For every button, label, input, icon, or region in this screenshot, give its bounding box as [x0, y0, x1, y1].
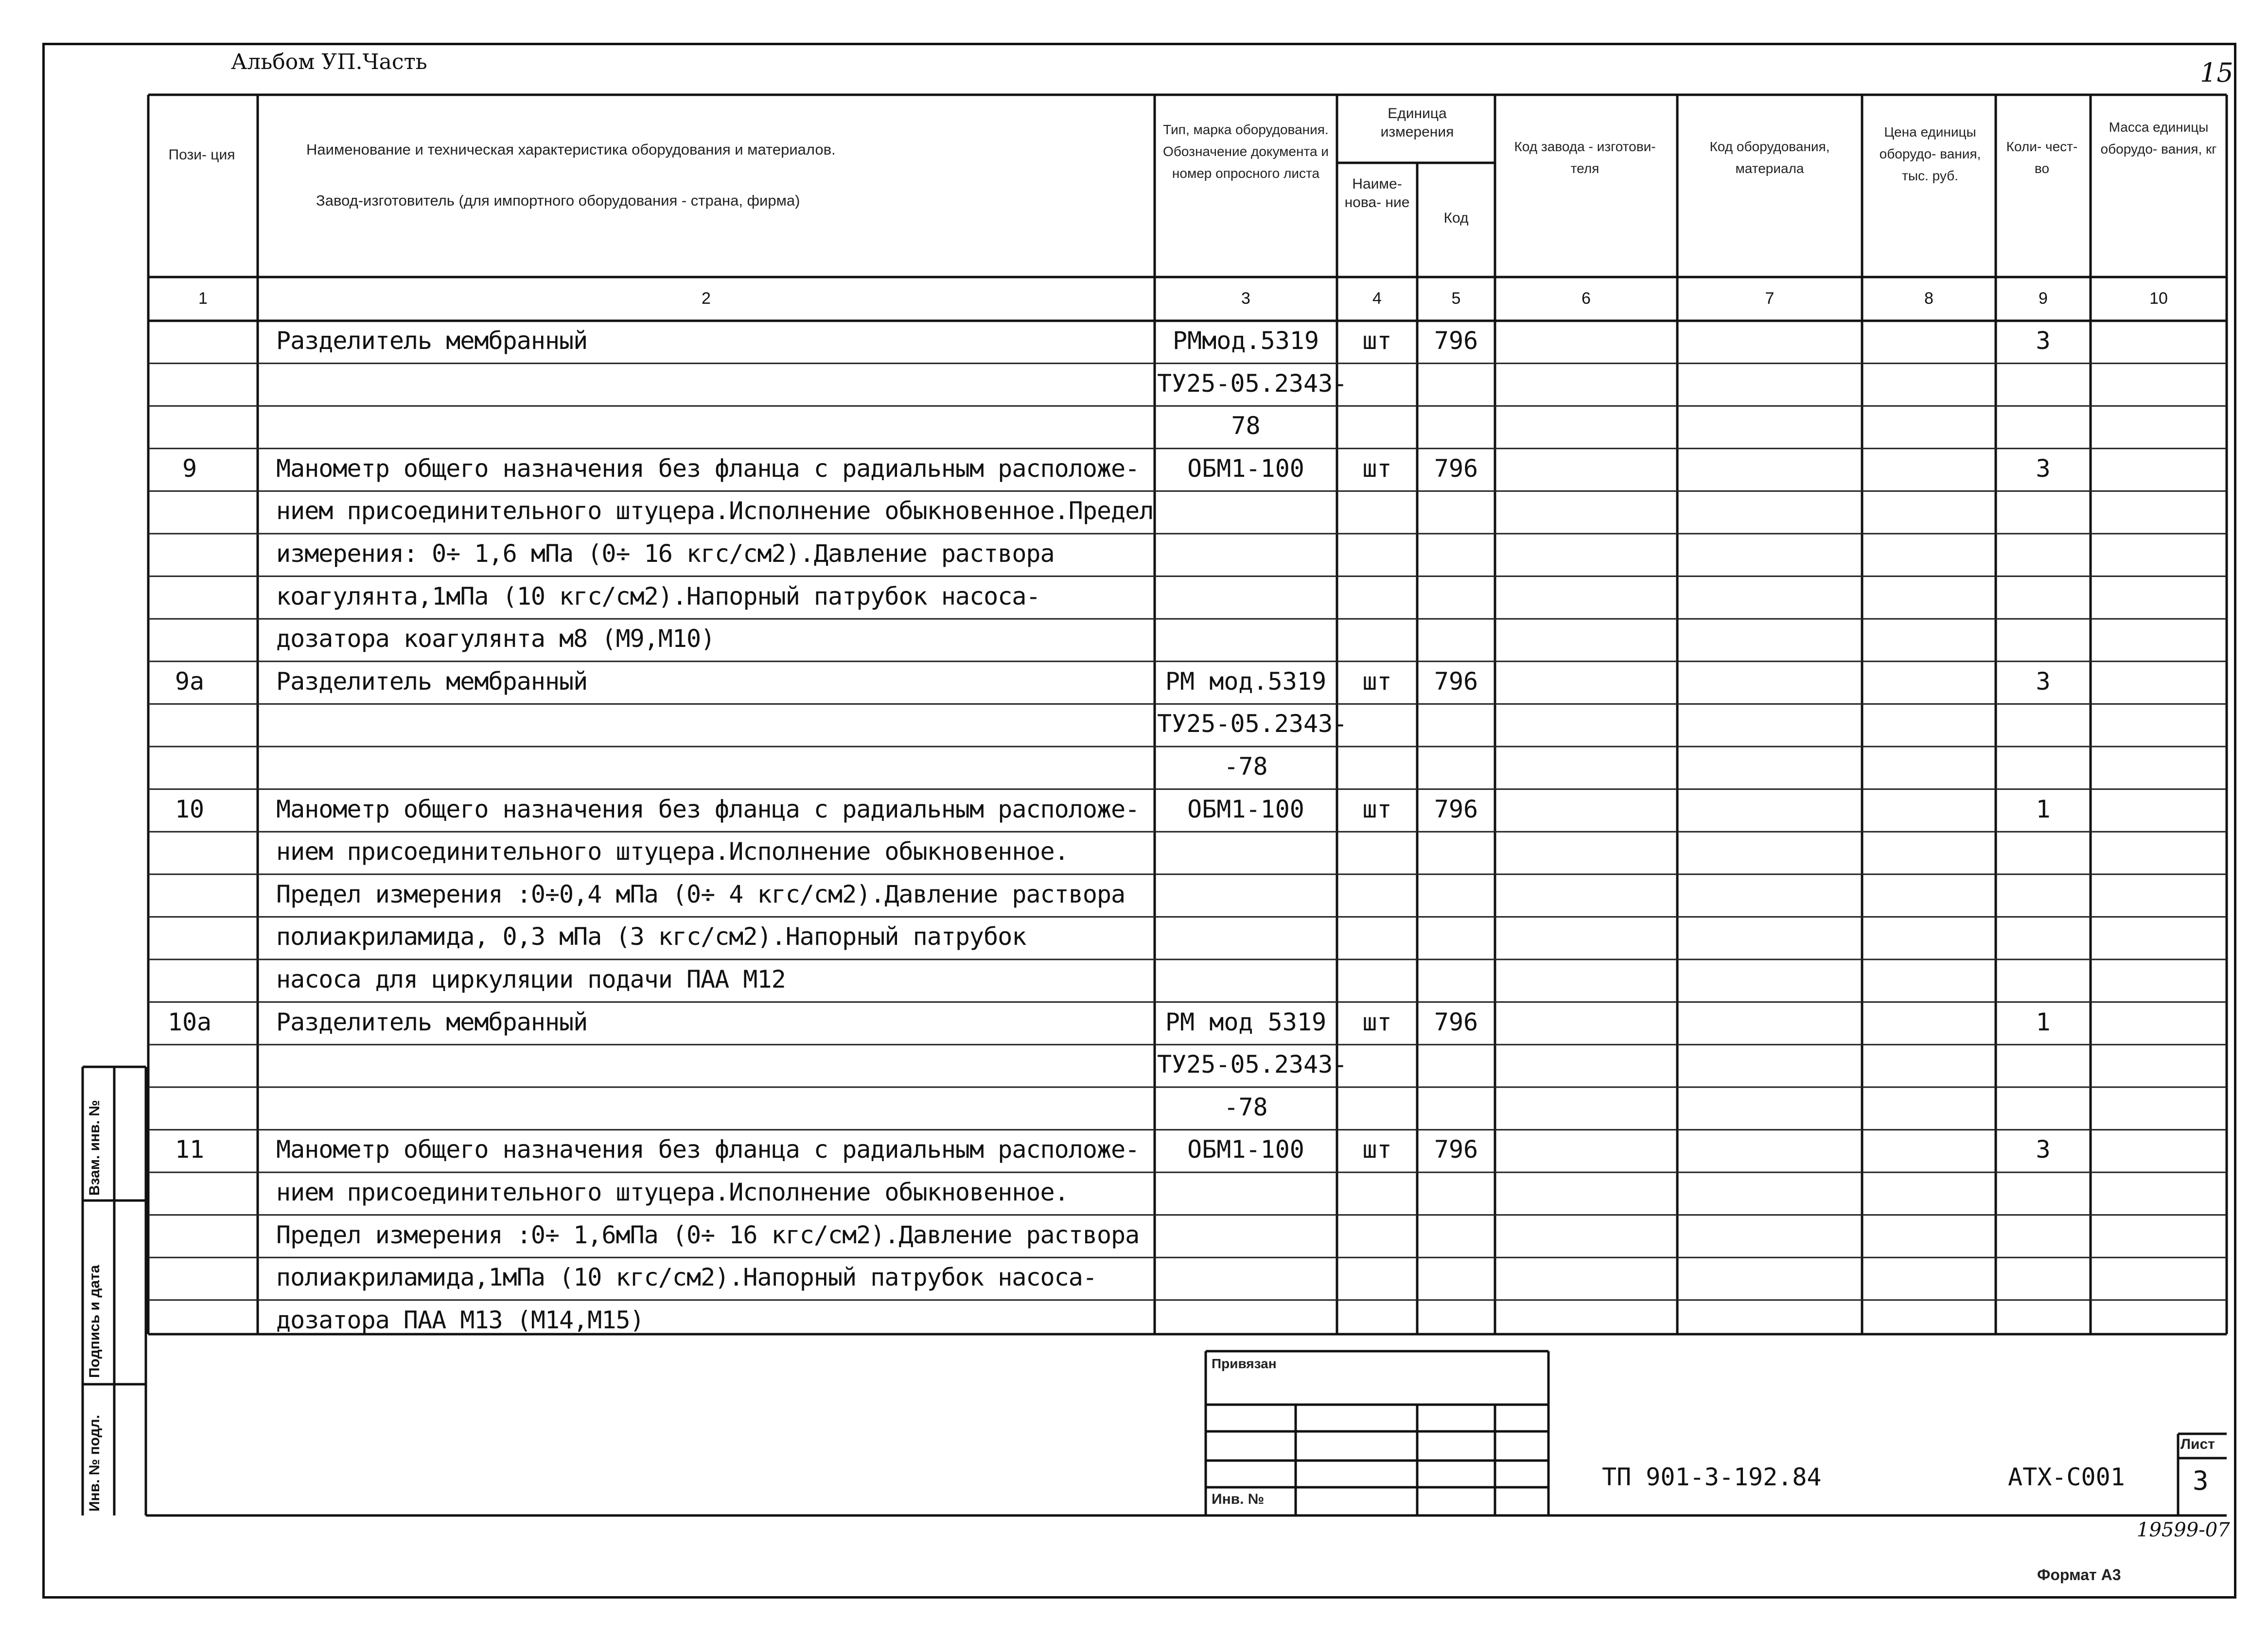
- row-quantity: 1: [2036, 1008, 2051, 1036]
- row-description: насоса для циркуляции подачи ПАА М12: [276, 965, 786, 993]
- row-unit: шт: [1362, 327, 1392, 355]
- row-type-mark: ОБМ1-100: [1187, 454, 1304, 483]
- col-num-7: 7: [1765, 289, 1775, 308]
- col-num-1: 1: [198, 289, 208, 308]
- stamp-code: АТХ-С001: [2008, 1463, 2125, 1491]
- row-description: Предел измерения :0÷0,4 мПа (0÷ 4 кгс/см2).Давление раствора: [276, 880, 1125, 908]
- row-quantity: 3: [2036, 667, 2051, 696]
- row-description: измерения: 0÷ 1,6 мПа (0÷ 16 кгс/см2).Давление раствора: [276, 540, 1055, 568]
- row-description: дозатора ПАА М13 (М14,М15): [276, 1305, 644, 1334]
- row-description: нием присоединительного штуцера.Исполнение обыкновенное.: [276, 1178, 1069, 1206]
- row-position: 11: [175, 1135, 205, 1164]
- row-type-mark: ТУ25-05.2343-: [1157, 1050, 1348, 1079]
- header-price: Цена единицы оборудо- вания, тыс. руб.: [1879, 124, 1981, 183]
- row-position: 10: [175, 795, 205, 823]
- row-unit: шт: [1362, 667, 1392, 696]
- row-type-mark: -78: [1224, 1093, 1268, 1121]
- row-type-mark: РМ мод 5319: [1165, 1008, 1327, 1036]
- row-description: нием присоединительного штуцера.Исполнение обыкновенное.: [276, 837, 1069, 866]
- row-type-mark: 78: [1231, 412, 1261, 440]
- row-description: Разделитель мембранный: [276, 1008, 588, 1036]
- sheet-label: Лист: [2180, 1436, 2215, 1452]
- stamp-inv-label: Инв. №: [1212, 1491, 1265, 1507]
- row-type-mark: ОБМ1-100: [1187, 1135, 1304, 1164]
- stamp-doc-number: ТП 901-3-192.84: [1602, 1463, 1822, 1491]
- album-title: Альбом УП.Часть: [231, 50, 427, 74]
- row-type-mark: РМ мод.5319: [1165, 667, 1327, 696]
- header-unit-name: Наиме- нова- ние: [1344, 176, 1410, 210]
- row-type-mark: РМмод.5319: [1172, 327, 1319, 355]
- header-mass: Масса единицы оборудо- вания, кг: [2100, 120, 2217, 157]
- row-description: Разделитель мембранный: [276, 667, 588, 696]
- header-equipment-code: Код оборудования, материала: [1709, 139, 1830, 176]
- header-factory-code: Код завода - изготови- теля: [1514, 139, 1656, 176]
- row-unit: шт: [1362, 454, 1392, 483]
- side-label-vzam: Взам. инв. №: [87, 1100, 103, 1196]
- col-num-10: 10: [2149, 289, 2168, 308]
- side-label-sign: Подпись и дата: [87, 1265, 103, 1378]
- row-description: полиакриламида,1мПа (10 кгс/см2).Напорный патрубок насоса-: [276, 1263, 1097, 1292]
- row-description: Манометр общего назначения без фланца с радиальным расположе-: [276, 1135, 1140, 1164]
- row-quantity: 3: [2036, 454, 2051, 483]
- row-unit-code: 796: [1434, 1135, 1478, 1164]
- bottom-note: 19599-07: [2137, 1519, 2230, 1541]
- col-num-5: 5: [1451, 289, 1461, 308]
- row-type-mark: ТУ25-05.2343-: [1157, 369, 1348, 398]
- row-type-mark: -78: [1224, 752, 1268, 781]
- row-description: полиакриламида, 0,3 мПа (3 кгс/см2).Напорный патрубок: [276, 922, 1026, 951]
- row-unit-code: 796: [1434, 454, 1478, 483]
- format-label: Формат А3: [2037, 1566, 2121, 1584]
- row-description: Манометр общего назначения без фланца с радиальным расположе-: [276, 795, 1140, 823]
- sheet-number: 3: [2193, 1465, 2209, 1496]
- col-num-2: 2: [702, 289, 711, 308]
- row-quantity: 1: [2036, 795, 2051, 823]
- col-num-6: 6: [1582, 289, 1591, 308]
- header-name-line2: Завод-изготовитель (для импортного оборудования - страна, фирма): [316, 192, 800, 209]
- row-unit: шт: [1362, 1135, 1392, 1164]
- row-position: 10а: [167, 1008, 212, 1036]
- header-unit-code: Код: [1443, 210, 1469, 226]
- stamp-attached-label: Привязан: [1212, 1356, 1277, 1371]
- header-name-line1: Наименование и техническая характеристика оборудования и материалов.: [306, 141, 836, 158]
- page-corner-number: 15: [2200, 57, 2233, 88]
- row-unit-code: 796: [1434, 1008, 1478, 1036]
- row-description: Манометр общего назначения без фланца с радиальным расположе-: [276, 454, 1140, 483]
- row-unit: шт: [1362, 795, 1392, 823]
- row-description: коагулянта,1мПа (10 кгс/см2).Напорный патрубок насоса-: [276, 582, 1040, 610]
- col-num-8: 8: [1924, 289, 1934, 308]
- col-num-9: 9: [2039, 289, 2048, 308]
- row-quantity: 3: [2036, 327, 2051, 355]
- header-quantity: Коли- чест- во: [2006, 139, 2078, 176]
- row-type-mark: ОБМ1-100: [1187, 795, 1304, 823]
- header-unit-group: Единица измерения: [1380, 105, 1454, 140]
- col-num-3: 3: [1241, 289, 1250, 308]
- row-description: нием присоединительного штуцера.Исполнение обыкновенное.Предел: [276, 497, 1154, 525]
- row-quantity: 3: [2036, 1135, 2051, 1164]
- row-unit-code: 796: [1434, 795, 1478, 823]
- row-unit-code: 796: [1434, 667, 1478, 696]
- header-position: Пози- ция: [168, 147, 235, 163]
- side-label-inv: Инв. № подл.: [87, 1414, 103, 1512]
- header-type-mark: Тип, марка оборудования. Обозначение документа и номер опросного листа: [1163, 122, 1329, 181]
- row-type-mark: ТУ25-05.2343-: [1157, 710, 1348, 738]
- row-description: дозатора коагулянта м8 (М9,М10): [276, 625, 715, 653]
- row-position: 9а: [175, 667, 205, 696]
- row-description: Предел измерения :0÷ 1,6мПа (0÷ 16 кгс/см2).Давление раствора: [276, 1220, 1140, 1249]
- row-position: 9: [182, 454, 197, 483]
- row-unit-code: 796: [1434, 327, 1478, 355]
- row-description: Разделитель мембранный: [276, 327, 588, 355]
- row-unit: шт: [1362, 1008, 1392, 1036]
- col-num-4: 4: [1372, 289, 1382, 308]
